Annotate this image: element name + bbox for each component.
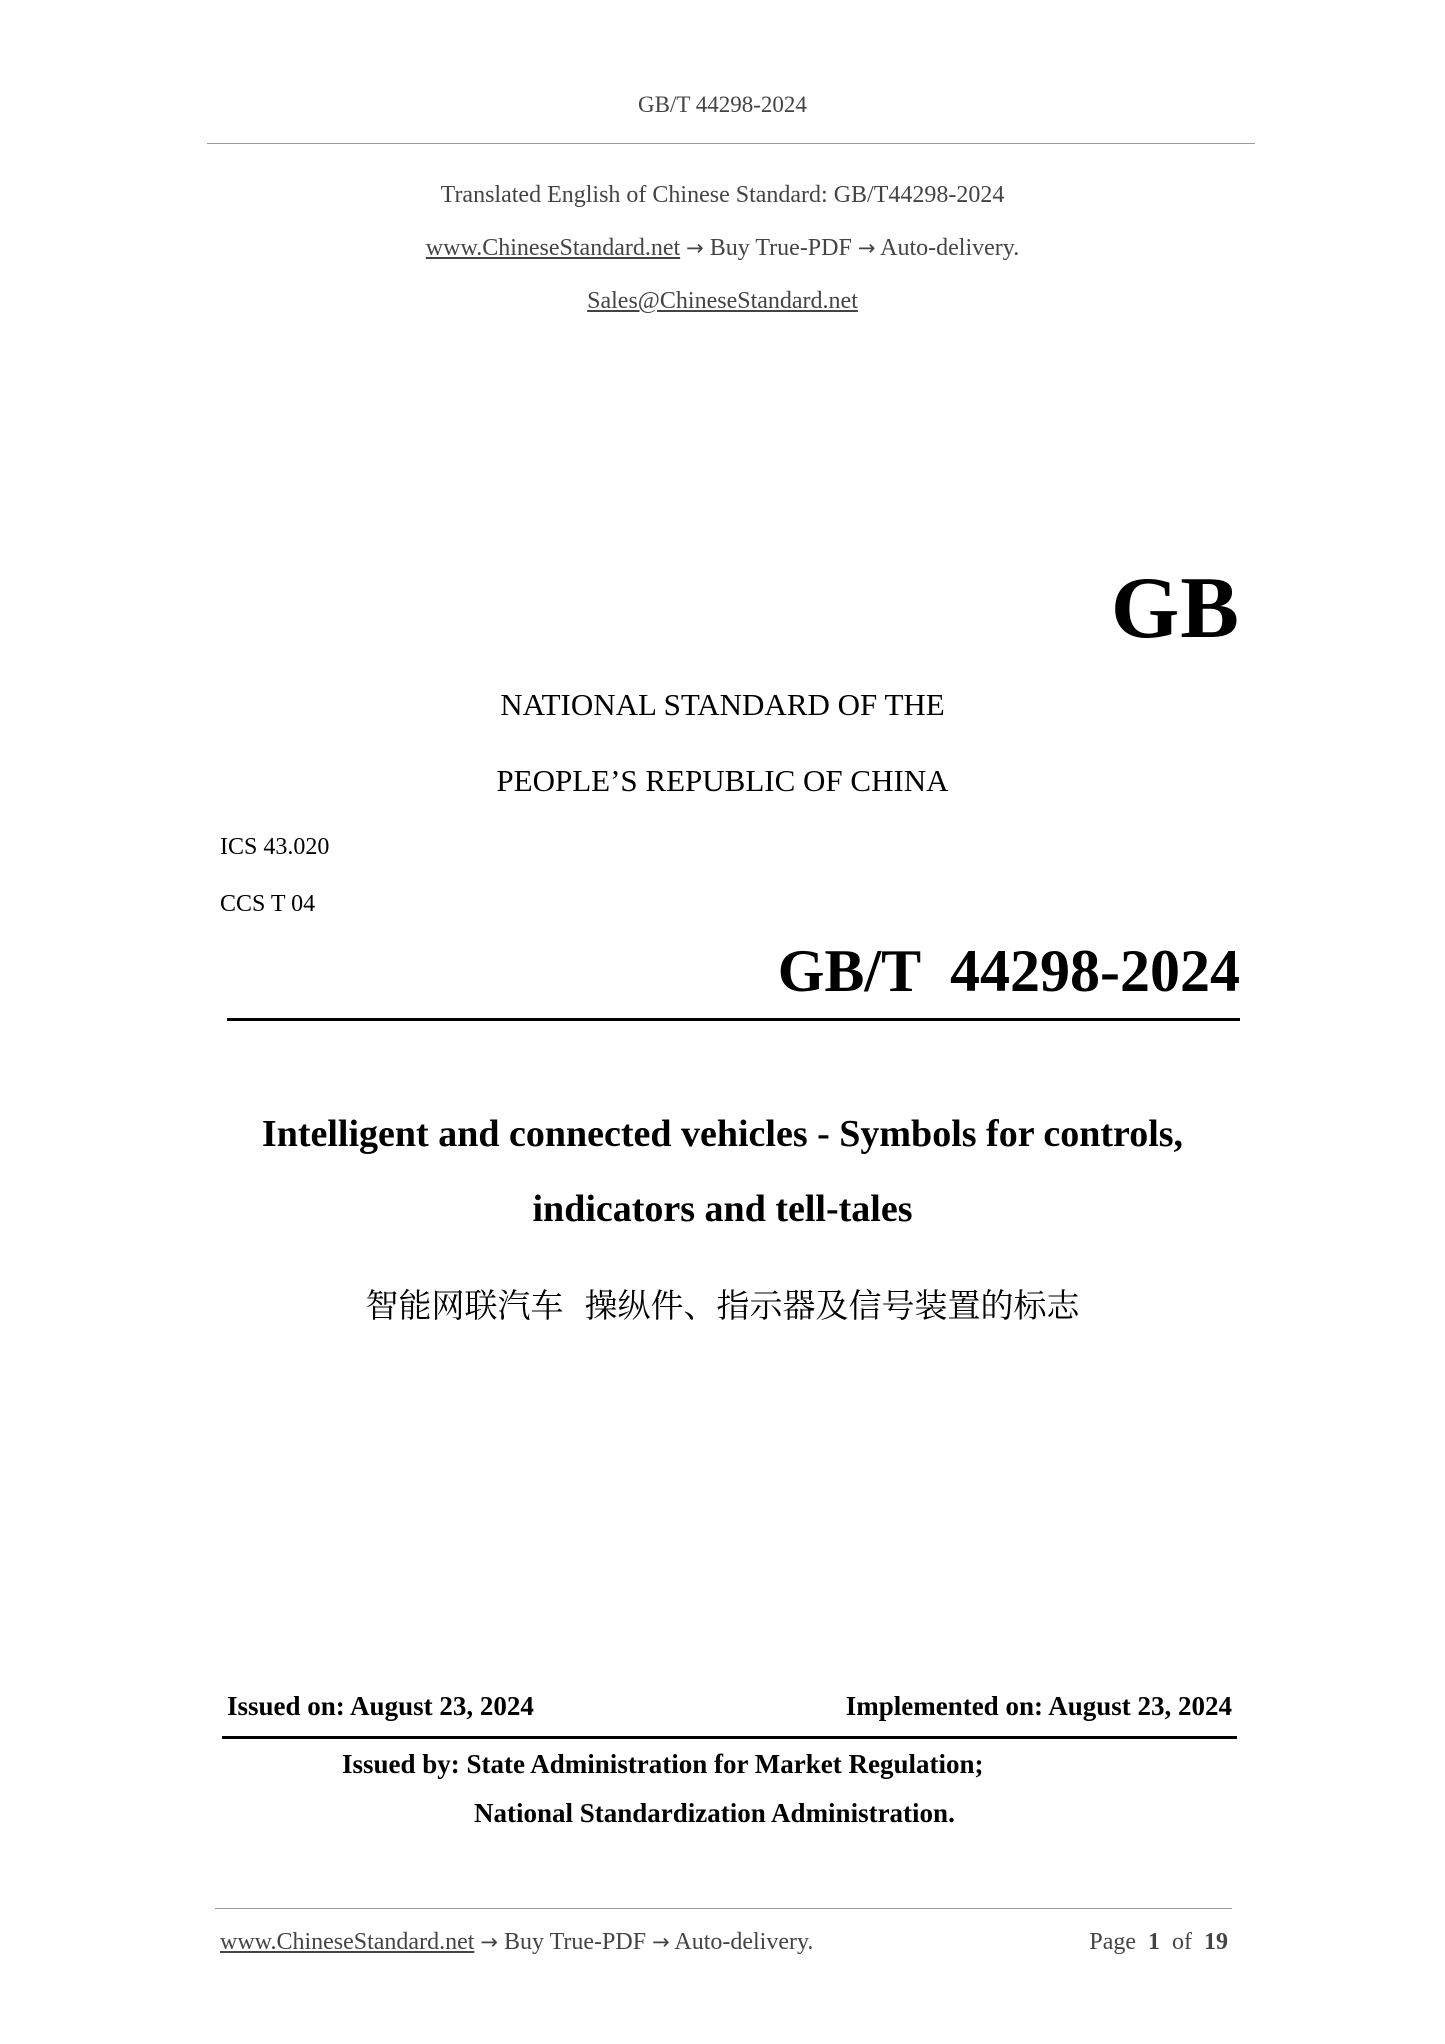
site-link[interactable]: www.ChineseStandard.net [425,235,681,261]
gb-mark: GB [1110,560,1240,657]
header-divider [207,143,1255,144]
translation-notice: Translated English of Chinese Standard: GB/T44298-2024 [440,182,1005,208]
footer-promo [220,1929,813,1956]
footer-delivery-text: Auto-delivery. [674,1929,814,1955]
page-of-label: of [1172,1929,1192,1955]
issue-info-rule [222,1736,1237,1739]
page-current: 1 [1148,1929,1160,1955]
standard-number-rule [227,1018,1240,1021]
arrow-right-icon: → [686,236,704,260]
buy-text: Buy True-PDF [709,235,852,261]
delivery-text: Auto-delivery. [880,235,1020,261]
title-en-line-1: Intelligent and connected vehicles - Symbols for controls, [261,1113,1184,1155]
arrow-right-icon: → [652,1930,670,1954]
issued-by-line-2: National Standardization Administration. [474,1798,955,1828]
sales-email-link[interactable]: Sales@ChineseStandard.net [587,288,858,314]
footer-site-link[interactable]: www.ChineseStandard.net [220,1929,475,1955]
footer-divider [215,1908,1232,1909]
arrow-right-icon: → [480,1930,498,1954]
promo-line [0,235,1445,262]
title-en-line-2: indicators and tell-tales [532,1188,913,1230]
page-total: 19 [1204,1929,1228,1955]
implemented-on: Implemented on: August 23, 2024 [845,1691,1232,1721]
standard-number: GB/T 44298-2024 [777,938,1240,1004]
national-standard-line-1: NATIONAL STANDARD OF THE [500,687,945,722]
page-label: Page [1089,1929,1136,1955]
footer-buy-text: Buy True-PDF [504,1929,647,1955]
national-standard-line-2: PEOPLE’S REPUBLIC OF CHINA [496,763,949,798]
issued-by-line-1: Issued by: State Administration for Market Regulation; [342,1749,984,1779]
sales-line [0,288,1445,315]
arrow-right-icon: → [857,236,876,260]
ics-code: ICS 43.020 [220,834,330,860]
running-header: GB/T 44298-2024 [638,92,807,117]
issued-on: Issued on: August 23, 2024 [227,1691,534,1721]
page-indicator [1089,1929,1228,1956]
ccs-code: CCS T 04 [220,891,316,917]
title-zh: 智能网联汽车 操纵件、指示器及信号装置的标志 [365,1286,1080,1325]
